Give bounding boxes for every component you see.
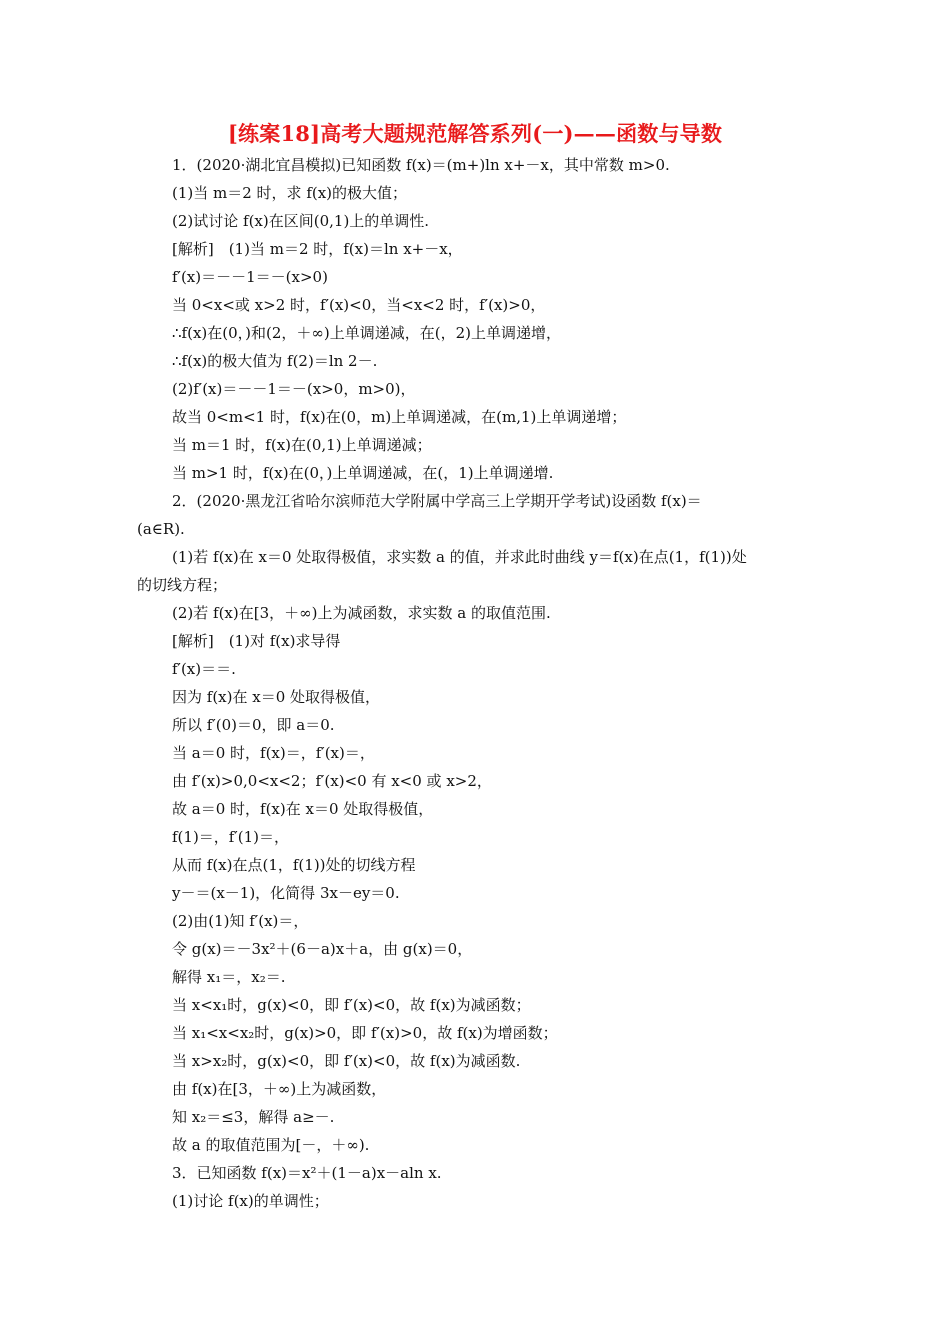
solution-2-line: 令 g(x)＝－3x²＋(6－a)x＋a，由 g(x)＝0， (172, 940, 473, 958)
solution-2-line: f′(x)＝＝. (172, 660, 236, 678)
problem-2-part-1: (1)若 f(x)在 x＝0 处取得极值，求实数 a 的值，并求此时曲线 y＝f(x)在点(1，f(1))处 (172, 548, 747, 566)
solution-1-line: (2)f′(x)＝－－1＝－(x>0，m>0)， (172, 380, 416, 398)
solution-2-line: 当 x₁<x<x₂时，g(x)>0，即 f′(x)>0，故 f(x)为增函数； (172, 1024, 558, 1042)
solution-2-line: f(1)＝，f′(1)＝， (172, 828, 290, 846)
document-title: [练案18]高考大题规范解答系列(一)——函数与导数 (227, 121, 723, 146)
problem-1-part-2: (2)试讨论 f(x)在区间(0,1)上的单调性. (172, 212, 430, 230)
solution-2-line: 故 a＝0 时，f(x)在 x＝0 处取得极值， (172, 800, 434, 818)
solution-2-line: 解得 x₁＝，x₂＝. (172, 968, 286, 986)
solution-1-line: ∴f(x)的极大值为 f(2)＝ln 2－. (172, 352, 378, 370)
solution-2-line: 故 a 的取值范围为[－，＋∞). (172, 1136, 370, 1154)
problem-1-part-1: (1)当 m＝2 时，求 f(x)的极大值； (172, 184, 408, 202)
problem-3-statement: 3．已知函数 f(x)＝x²＋(1－a)x－aln x. (172, 1164, 442, 1182)
solution-2-line: y－＝(x－1)，化简得 3x－ey＝0. (172, 884, 400, 902)
solution-1-line: 当 m＝1 时，f(x)在(0,1)上单调递减； (172, 436, 432, 454)
solution-1-line: [解析] (1)当 m＝2 时，f(x)＝ln x+－x， (172, 240, 463, 258)
problem-2-statement-cont: (a∈R). (137, 520, 185, 538)
solution-2-line: 由 f′(x)>0,0<x<2；f′(x)<0 有 x<0 或 x>2， (172, 772, 492, 790)
solution-2-line: 当 a＝0 时，f(x)＝，f′(x)＝， (172, 744, 375, 762)
problem-1-statement: 1．(2020·湖北宜昌模拟)已知函数 f(x)＝(m+)ln x+－x，其中常数 m>0. (172, 156, 670, 174)
solution-1-line: 当 0<x<或 x>2 时，f′(x)<0，当<x<2 时，f′(x)>0， (172, 296, 546, 314)
solution-2-line: 当 x<x₁时，g(x)<0，即 f′(x)<0，故 f(x)为减函数； (172, 996, 531, 1014)
problem-2-part-2: (2)若 f(x)在[3，＋∞)上为减函数，求实数 a 的取值范围. (172, 604, 551, 622)
solution-2-line: 当 x>x₂时，g(x)<0，即 f′(x)<0，故 f(x)为减函数. (172, 1052, 521, 1070)
solution-2-line: 因为 f(x)在 x＝0 处取得极值， (172, 688, 381, 706)
solution-2-line: [解析] (1)对 f(x)求导得 (172, 632, 341, 650)
solution-1-line: ∴f(x)在(0，)和(2，＋∞)上单调递减，在(，2)上单调递增， (172, 324, 561, 342)
solution-2-line: 知 x₂＝≤3，解得 a≥－. (172, 1108, 335, 1126)
solution-2-line: (2)由(1)知 f′(x)＝， (172, 912, 309, 930)
solution-1-line: 当 m>1 时，f(x)在(0，)上单调递减，在(，1)上单调递增. (172, 464, 554, 482)
problem-2-part-1-cont: 的切线方程； (137, 576, 228, 594)
solution-2-line: 从而 f(x)在点(1，f(1))处的切线方程 (172, 856, 416, 874)
solution-1-line: f′(x)＝－－1＝－(x>0) (172, 268, 328, 286)
problem-2-statement: 2．(2020·黑龙江省哈尔滨师范大学附属中学高三上学期开学考试)设函数 f(x)＝ (172, 492, 702, 510)
solution-2-line: 由 f(x)在[3，＋∞)上为减函数， (172, 1080, 387, 1098)
solution-1-line: 故当 0<m<1 时，f(x)在(0，m)上单调递减，在(m,1)上单调递增； (172, 408, 627, 426)
problem-3-part-1: (1)讨论 f(x)的单调性； (172, 1192, 329, 1210)
solution-2-line: 所以 f′(0)＝0，即 a＝0. (172, 716, 335, 734)
